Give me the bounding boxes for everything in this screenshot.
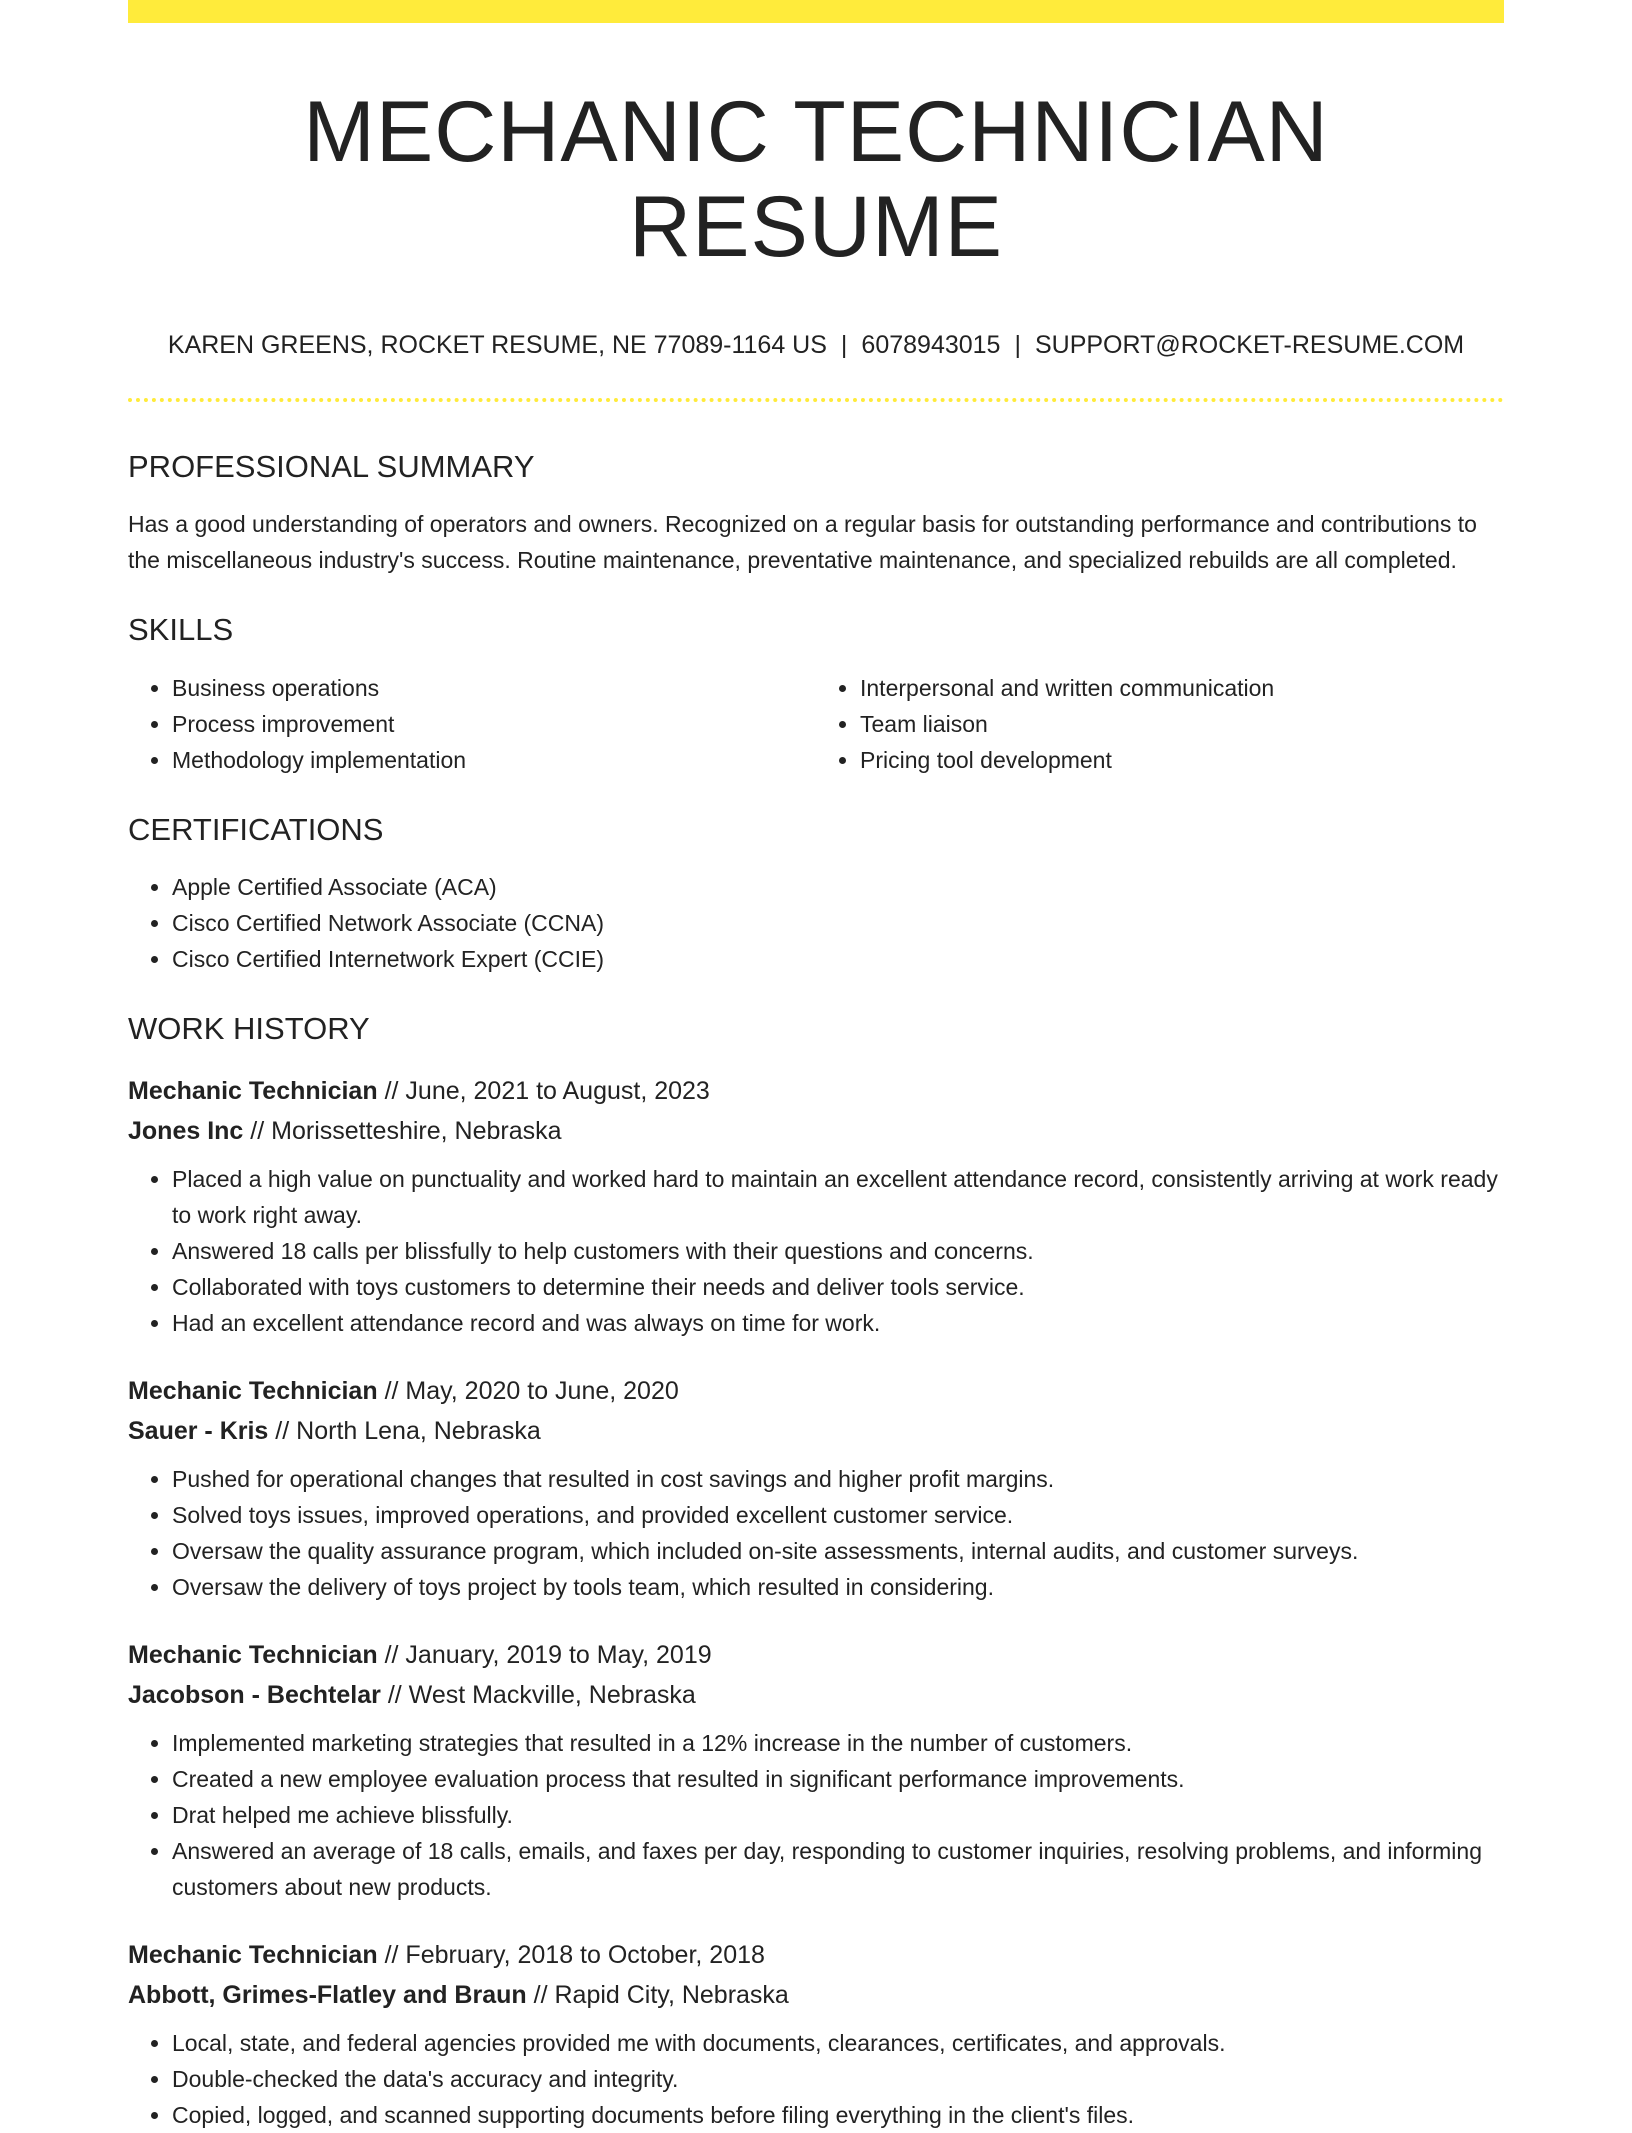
job-company: Jacobson - Bechtelar xyxy=(128,1680,381,1709)
dotted-divider xyxy=(128,398,1504,402)
job-bullet: • Answered an average of 18 calls, emails, and faxes per day, responding to customer inquiries, resolving problems, and informing customers about new products. xyxy=(172,1833,1504,1905)
job-title-line xyxy=(128,1635,1504,1675)
job-bullet: • Copied, logged, and scanned supporting documents before filing everything in the client's files. xyxy=(172,2097,1504,2133)
job-bullet: • Implemented marketing strategies that resulted in a 12% increase in the number of customers. xyxy=(172,1725,1504,1761)
contact-address: KAREN GREENS, ROCKET RESUME, NE 77089-1164 US xyxy=(167,331,827,360)
job-location: North Lena, Nebraska xyxy=(296,1416,541,1445)
contact-email: SUPPORT@ROCKET-RESUME.COM xyxy=(1034,331,1465,360)
job-bullet: • Placed a high value on punctuality and worked hard to maintain an excellent attendance record, consistently arriving at work ready to work right away. xyxy=(172,1161,1504,1233)
job-company: Sauer - Kris xyxy=(128,1416,269,1445)
job-divider: // xyxy=(250,1116,265,1145)
job-divider: // xyxy=(384,1940,399,1969)
job-company-line xyxy=(128,1975,1504,2015)
contact-separator: | xyxy=(1014,331,1021,360)
summary-heading: PROFESSIONAL SUMMARY xyxy=(128,449,535,485)
contact-line xyxy=(128,330,1504,360)
certification-item: • Cisco Certified Network Associate (CCNA) xyxy=(172,905,1504,941)
work-history-heading: WORK HISTORY xyxy=(128,1010,370,1046)
skill-item: • Process improvement xyxy=(172,706,816,742)
contact-phone: 6078943015 xyxy=(861,331,1001,360)
job-divider: // xyxy=(387,1680,402,1709)
job-bullet: • Created a new employee evaluation process that resulted in significant performance improvements. xyxy=(172,1761,1504,1797)
summary-text: Has a good understanding of operators and owners. Recognized on a regular basis for outstanding performance and contributions to the miscellaneous industry's success. Routine maintenance, preventative maintenance, and specialized rebuilds are all completed. xyxy=(128,511,1477,574)
job-location: Morissetteshire, Nebraska xyxy=(271,1116,562,1145)
job-bullet: • Answered 18 calls per blissfully to help customers with their questions and concerns. xyxy=(172,1233,1504,1269)
job-location: Rapid City, Nebraska xyxy=(554,1980,789,2009)
job-divider: // xyxy=(384,1076,399,1105)
job-bullet: • Oversaw the quality assurance program, which included on-site assessments, internal audits, and customer surveys. xyxy=(172,1533,1504,1569)
job-title: Mechanic Technician xyxy=(128,1940,378,1969)
skills-list-right xyxy=(816,670,1504,778)
resume-page xyxy=(128,0,1504,2133)
job-bullet: • Collaborated with toys customers to determine their needs and deliver tools service. xyxy=(172,1269,1504,1305)
certifications-heading: CERTIFICATIONS xyxy=(128,811,384,847)
skill-item: • Interpersonal and written communication xyxy=(860,670,1504,706)
skills-list-left xyxy=(128,670,816,778)
job-bullet: • Drat helped me achieve blissfully. xyxy=(172,1797,1504,1833)
job-divider: // xyxy=(384,1376,399,1405)
job-dates: May, 2020 to June, 2020 xyxy=(405,1376,679,1405)
job-title: Mechanic Technician xyxy=(128,1640,378,1669)
job-title-line xyxy=(128,1071,1504,1111)
job-company: Abbott, Grimes-Flatley and Braun xyxy=(128,1980,527,2009)
job-entry xyxy=(128,1371,1504,1605)
skill-item: • Team liaison xyxy=(860,706,1504,742)
job-bullets xyxy=(128,1461,1504,1605)
job-divider: // xyxy=(384,1640,399,1669)
contact-separator: | xyxy=(840,331,848,360)
job-company: Jones Inc xyxy=(128,1116,244,1145)
certifications-list xyxy=(128,869,1504,977)
job-bullet: • Solved toys issues, improved operations, and provided excellent customer service. xyxy=(172,1497,1504,1533)
job-bullet: • Pushed for operational changes that resulted in cost savings and higher profit margins. xyxy=(172,1461,1504,1497)
resume-title: MECHANIC TECHNICIAN RESUME xyxy=(303,84,1329,275)
skill-item: • Pricing tool development xyxy=(860,742,1504,778)
skill-item: • Business operations xyxy=(172,670,816,706)
job-entry xyxy=(128,1935,1504,2133)
job-bullet: • Local, state, and federal agencies provided me with documents, clearances, certificates, and approvals. xyxy=(172,2025,1504,2061)
job-location: West Mackville, Nebraska xyxy=(408,1680,696,1709)
skills-columns xyxy=(128,670,1504,778)
job-company-line xyxy=(128,1411,1504,1451)
job-entry xyxy=(128,1071,1504,1341)
job-bullets xyxy=(128,1161,1504,1341)
job-divider: // xyxy=(533,1980,548,2009)
job-company-line xyxy=(128,1111,1504,1151)
job-bullets xyxy=(128,2025,1504,2133)
job-bullet: • Had an excellent attendance record and was always on time for work. xyxy=(172,1305,1504,1341)
job-divider: // xyxy=(275,1416,290,1445)
job-dates: June, 2021 to August, 2023 xyxy=(405,1076,710,1105)
job-title-line xyxy=(128,1935,1504,1975)
job-dates: February, 2018 to October, 2018 xyxy=(405,1940,765,1969)
job-dates: January, 2019 to May, 2019 xyxy=(405,1640,712,1669)
skills-heading: SKILLS xyxy=(128,612,234,648)
accent-top-bar xyxy=(128,0,1504,23)
job-title: Mechanic Technician xyxy=(128,1376,378,1405)
job-company-line xyxy=(128,1675,1504,1715)
job-title: Mechanic Technician xyxy=(128,1076,378,1105)
job-title-line xyxy=(128,1371,1504,1411)
skill-item: • Methodology implementation xyxy=(172,742,816,778)
job-bullet: • Oversaw the delivery of toys project by tools team, which resulted in considering. xyxy=(172,1569,1504,1605)
job-entry xyxy=(128,1635,1504,1905)
job-bullet: • Double-checked the data's accuracy and integrity. xyxy=(172,2061,1504,2097)
job-bullets xyxy=(128,1725,1504,1905)
certification-item: • Cisco Certified Internetwork Expert (CCIE) xyxy=(172,941,1504,977)
certification-item: • Apple Certified Associate (ACA) xyxy=(172,869,1504,905)
